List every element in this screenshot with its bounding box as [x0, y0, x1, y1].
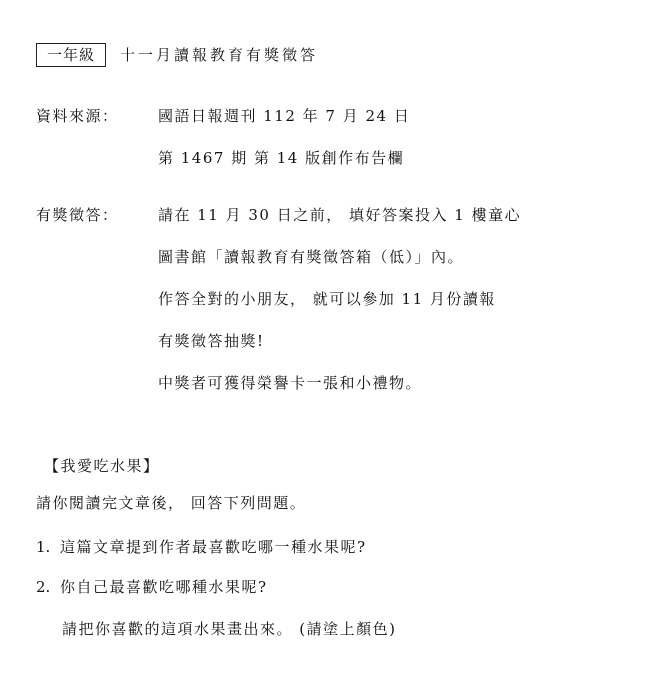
source-label: 資料來源：: [36, 107, 119, 125]
grade-label: 一年級: [36, 43, 106, 67]
question-2-number: 2.: [36, 578, 51, 596]
contest-line-2: 圖書館「讀報教育有獎徵答箱（低）」內。: [158, 248, 465, 266]
question-1-number: 1.: [36, 538, 51, 556]
question-1-text: 這篇文章提到作者最喜歡吃哪一種水果呢?: [60, 538, 367, 556]
contest-label: 有獎徵答：: [36, 206, 119, 224]
drawing-prompt: 請把你喜歡的這項水果畫出來。 (請塗上顏色): [62, 620, 397, 638]
contest-line-5: 中獎者可獲得榮譽卡一張和小禮物。: [158, 374, 423, 392]
source-date: 國語日報週刊 112 年 7 月 24 日: [158, 107, 411, 125]
article-title: 【我愛吃水果】: [44, 457, 160, 475]
contest-line-4: 有獎徵答抽獎!: [158, 332, 265, 350]
contest-line-3: 作答全對的小朋友， 就可以參加 11 月份讀報: [158, 290, 496, 308]
contest-line-1: 請在 11 月 30 日之前， 填好答案投入 1 樓童心: [158, 206, 522, 224]
question-2-text: 你自己最喜歡吃哪種水果呢?: [60, 578, 268, 596]
source-issue: 第 1467 期 第 14 版創作布告欄: [158, 149, 405, 167]
page-title: 十一月讀報教育有獎徵答: [120, 46, 319, 64]
reading-instruction: 請你閱讀完文章後， 回答下列問題。: [36, 494, 307, 512]
